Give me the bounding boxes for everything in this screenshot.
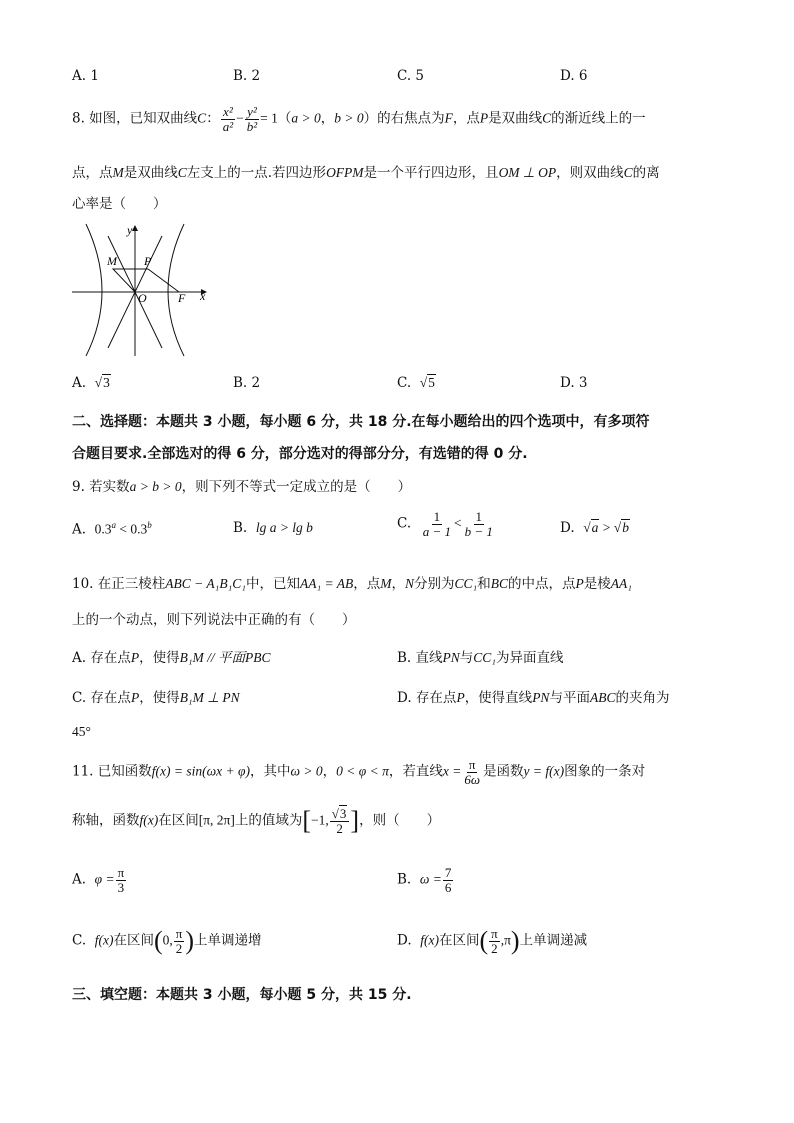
q9-option-d: D. √a > √b bbox=[560, 520, 629, 536]
q8-frac-x: $\frac{\text{x²}}{\text{a²}}$ bbox=[222, 104, 234, 134]
q9-option-a: A. 0.3$^a$ < 0.3$^b$ bbox=[72, 520, 152, 538]
q7-option-b: B. 2 bbox=[233, 68, 261, 84]
q10-option-d: D. 存在点P，使得直线PN与平面ABC的夹角为 bbox=[397, 690, 670, 706]
q8-hyperbola-figure bbox=[72, 222, 212, 358]
q10-line-2: 上的一个动点，则下列说法中正确的有（ ） bbox=[72, 612, 356, 628]
q11-line-2: 称轴，函数f(x)在区间[π, 2π]上的值域为[−1, $\frac{√3}{2}$ ]，则（ ） bbox=[72, 805, 441, 836]
q10-option-a: A. 存在点P，使得B₁M // 平面PBC bbox=[72, 650, 271, 666]
q10-option-b: B. 直线PN与CC₁为异面直线 bbox=[397, 650, 564, 666]
q10-option-d-angle: 45° bbox=[72, 724, 91, 739]
q7-option-d: D. 6 bbox=[560, 68, 588, 84]
label-O: O bbox=[138, 291, 147, 305]
q10-line-1: 10. 在正三棱柱ABC − A₁B₁C₁中，已知AA₁ = AB，点M，N分别为CC₁和BC的中点，点P是棱AA₁ bbox=[72, 576, 632, 592]
q9-option-b: B. lg a > lg b bbox=[233, 520, 313, 536]
q8-line-2: 点，点M是双曲线C左支上的一点.若四边形OFPM是一个平行四边形，且OM ⊥ OP，则双曲线C的离 bbox=[72, 165, 660, 181]
label-y: y bbox=[127, 223, 133, 237]
q8-frac-y: $\frac{\text{y²}}{\text{b²}}$ bbox=[246, 104, 258, 134]
section-2-heading-line-1: 二、选择题：本题共 3 小题，每小题 6 分，共 18 分.在每小题给出的四个选项中，有多项符 bbox=[72, 414, 650, 430]
q9-stem: 9. 若实数a > b > 0，则下列不等式一定成立的是（ ） bbox=[72, 479, 412, 495]
q8-line-1: 8. 如图，已知双曲线C： $\frac{\text{x²}}{\text{a²}}$ − $\frac{\text{y²}}{\text{b²}}$ = 1（a > 0，b > 0）的右焦点为F，点P是双曲线C的渐近线上的一 bbox=[72, 104, 646, 134]
q9-option-c: C. $\frac{1}{a - 1}$ < $\frac{1}{b - 1}$ bbox=[397, 509, 493, 539]
q8-lead: 8. 如图，已知双曲线 bbox=[72, 110, 198, 127]
q11-option-d: D. f(x)在区间( $\frac{\pi}{2}$ ,π)上单调递减 bbox=[397, 925, 588, 956]
q11-option-b: B. ω = $\frac{7}{6}$ bbox=[397, 865, 452, 895]
section-2-heading-line-2: 合题目要求.全部选对的得 6 分，部分选对的得部分分，有选错的得 0 分. bbox=[72, 446, 528, 462]
q8-option-c: C. √5 bbox=[397, 375, 435, 391]
q10-option-c: C. 存在点P，使得B₁M ⊥ PN bbox=[72, 690, 240, 706]
left-branch bbox=[86, 224, 102, 356]
q11-option-c: C. f(x)在区间(0, $\frac{\pi}{2}$ )上单调递增 bbox=[72, 925, 262, 956]
section-3-heading: 三、填空题：本题共 3 小题，每小题 5 分，共 15 分. bbox=[72, 987, 412, 1003]
q8-option-a: A. √3 bbox=[72, 375, 110, 391]
q8-sym-C: C bbox=[197, 110, 207, 126]
q8-option-d: D. 3 bbox=[560, 375, 588, 391]
label-P: P bbox=[144, 254, 152, 268]
q11-option-a: A. φ = $\frac{\pi}{3}$ bbox=[72, 865, 125, 895]
label-F: F bbox=[178, 291, 186, 305]
q8-option-b: B. 2 bbox=[233, 375, 261, 391]
label-x: x bbox=[200, 289, 206, 303]
q7-option-a: A. 1 bbox=[72, 68, 99, 84]
q7-option-c: C. 5 bbox=[397, 68, 425, 84]
q8-line-3: 心率是（ ） bbox=[72, 196, 167, 212]
label-M: M bbox=[107, 254, 117, 268]
q11-line-1: 11. 已知函数f(x) = sin(ωx + φ)，其中ω > 0，0 < φ < π，若直线x = $\frac{\pi}{6\omega}$ 是函数y = f(x)图象的一条对 bbox=[72, 757, 646, 787]
